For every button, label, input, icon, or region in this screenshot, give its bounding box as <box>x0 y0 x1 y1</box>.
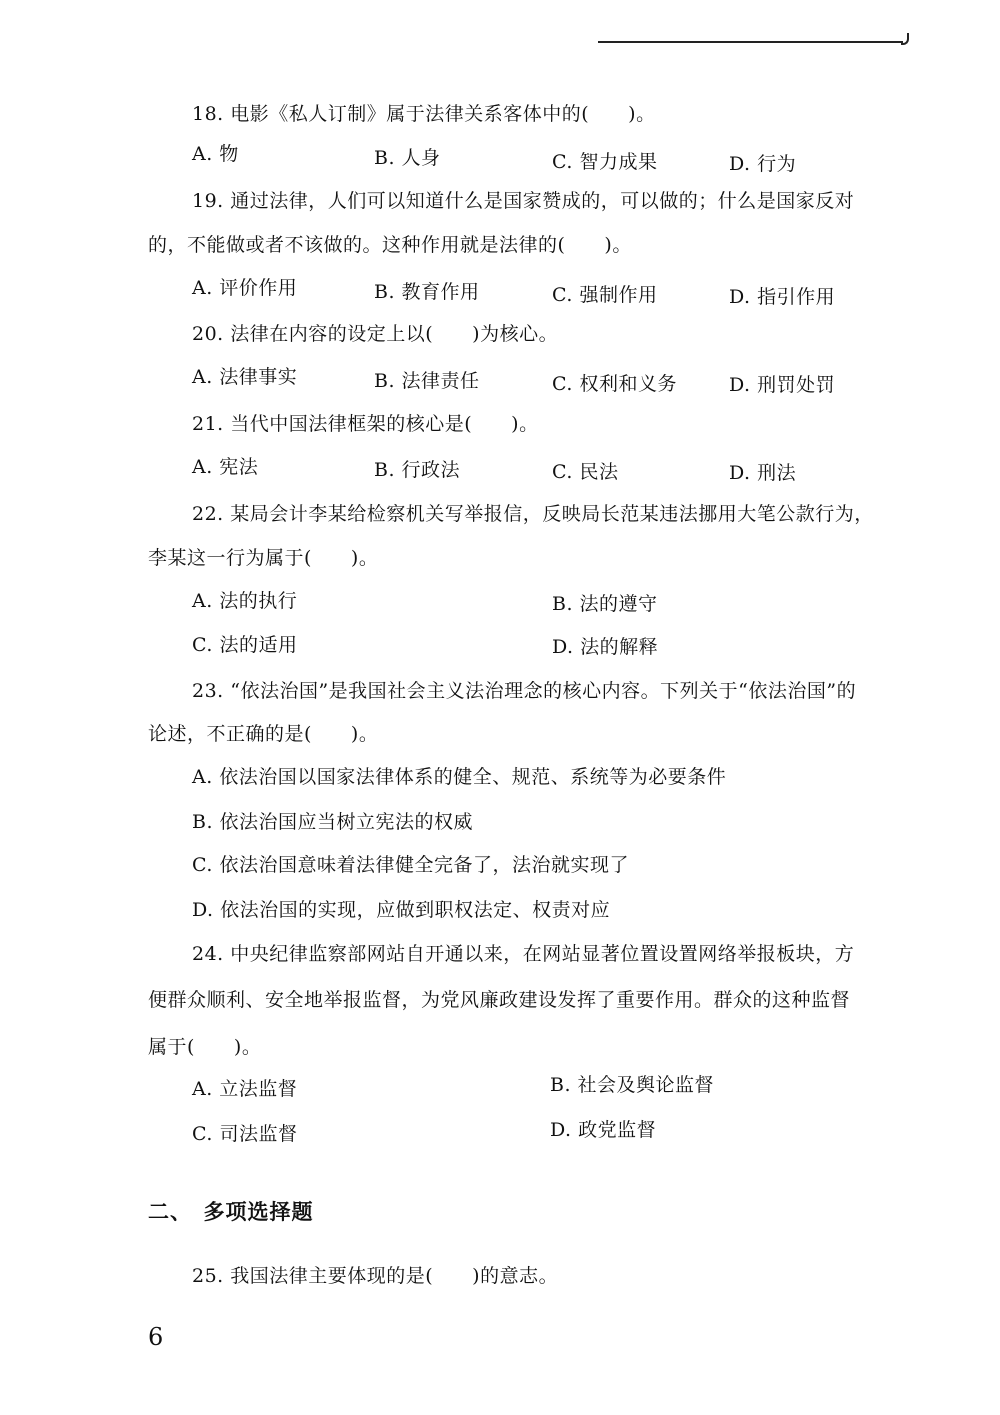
question-20-stem: 20. 法律在内容的设定上以( )为核心。 <box>192 323 559 345</box>
question-24-stem-line1: 24. 中央纪律监察部网站自开通以来，在网站显著位置设置网络举报板块，方 <box>192 943 855 965</box>
question-22-option-b: B. 法的遵守 <box>552 593 658 615</box>
question-22-stem-line2: 李某这一行为属于( )。 <box>148 547 379 569</box>
question-22-option-d: D. 法的解释 <box>552 636 659 658</box>
question-21-option-c: C. 民法 <box>552 461 619 483</box>
question-21-option-a: A. 宪法 <box>192 456 259 478</box>
question-19-option-b: B. 教育作用 <box>374 281 480 303</box>
question-23-stem-line2: 论述，不正确的是( )。 <box>148 723 379 745</box>
question-23-option-c: C. 依法治国意味着法律健全完备了，法治就实现了 <box>192 854 629 876</box>
question-23-option-d: D. 依法治国的实现，应做到职权法定、权责对应 <box>192 899 611 921</box>
question-23-option-b: B. 依法治国应当树立宪法的权威 <box>192 811 474 833</box>
question-20-option-b: B. 法律责任 <box>374 370 480 392</box>
question-23-stem-line1: 23. “依法治国”是我国社会主义法治理念的核心内容。下列关于“依法治国”的 <box>192 680 857 702</box>
section-title-multiple-choice: 二、 多项选择题 <box>148 1200 314 1224</box>
question-18-option-a: A. 物 <box>192 143 239 165</box>
question-19-stem-line1: 19. 通过法律，人们可以知道什么是国家赞成的，可以做的；什么是国家反对 <box>192 190 855 212</box>
question-21-option-b: B. 行政法 <box>374 459 461 481</box>
question-24-option-b: B. 社会及舆论监督 <box>550 1074 715 1096</box>
question-24-stem-line3: 属于( )。 <box>148 1036 262 1058</box>
question-20-option-a: A. 法律事实 <box>192 366 298 388</box>
question-22-option-a: A. 法的执行 <box>192 590 298 612</box>
question-21-stem: 21. 当代中国法律框架的核心是( )。 <box>192 413 539 435</box>
question-19-option-c: C. 强制作用 <box>552 284 658 306</box>
question-18-option-c: C. 智力成果 <box>552 151 658 173</box>
question-20-option-d: D. 刑罚处罚 <box>729 374 836 396</box>
question-21-option-d: D. 刑法 <box>729 462 797 484</box>
header-rule <box>598 41 903 43</box>
question-25-stem: 25. 我国法律主要体现的是( )的意志。 <box>192 1265 559 1287</box>
question-18-option-b: B. 人身 <box>374 147 441 169</box>
question-22-stem-line1: 22. 某局会计李某给检察机关写举报信，反映局长范某违法挪用大笔公款行为， <box>192 503 874 525</box>
question-24-option-c: C. 司法监督 <box>192 1123 298 1145</box>
question-18-stem: 18. 电影《私人订制》属于法律关系客体中的( )。 <box>192 103 656 125</box>
question-18-option-d: D. 行为 <box>729 153 797 175</box>
question-20-option-c: C. 权利和义务 <box>552 373 677 395</box>
question-24-option-a: A. 立法监督 <box>192 1078 298 1100</box>
question-19-option-a: A. 评价作用 <box>192 277 298 299</box>
question-23-option-a: A. 依法治国以国家法律体系的健全、规范、系统等为必要条件 <box>192 766 727 788</box>
page-number: 6 <box>148 1323 164 1351</box>
question-19-option-d: D. 指引作用 <box>729 286 836 308</box>
question-24-stem-line2: 便群众顺利、安全地举报监督，为党风廉政建设发挥了重要作用。群众的这种监督 <box>148 989 851 1011</box>
question-19-stem-line2: 的，不能做或者不该做的。这种作用就是法律的( )。 <box>148 234 632 256</box>
question-22-option-c: C. 法的适用 <box>192 634 298 656</box>
question-24-option-d: D. 政党监督 <box>550 1119 657 1141</box>
